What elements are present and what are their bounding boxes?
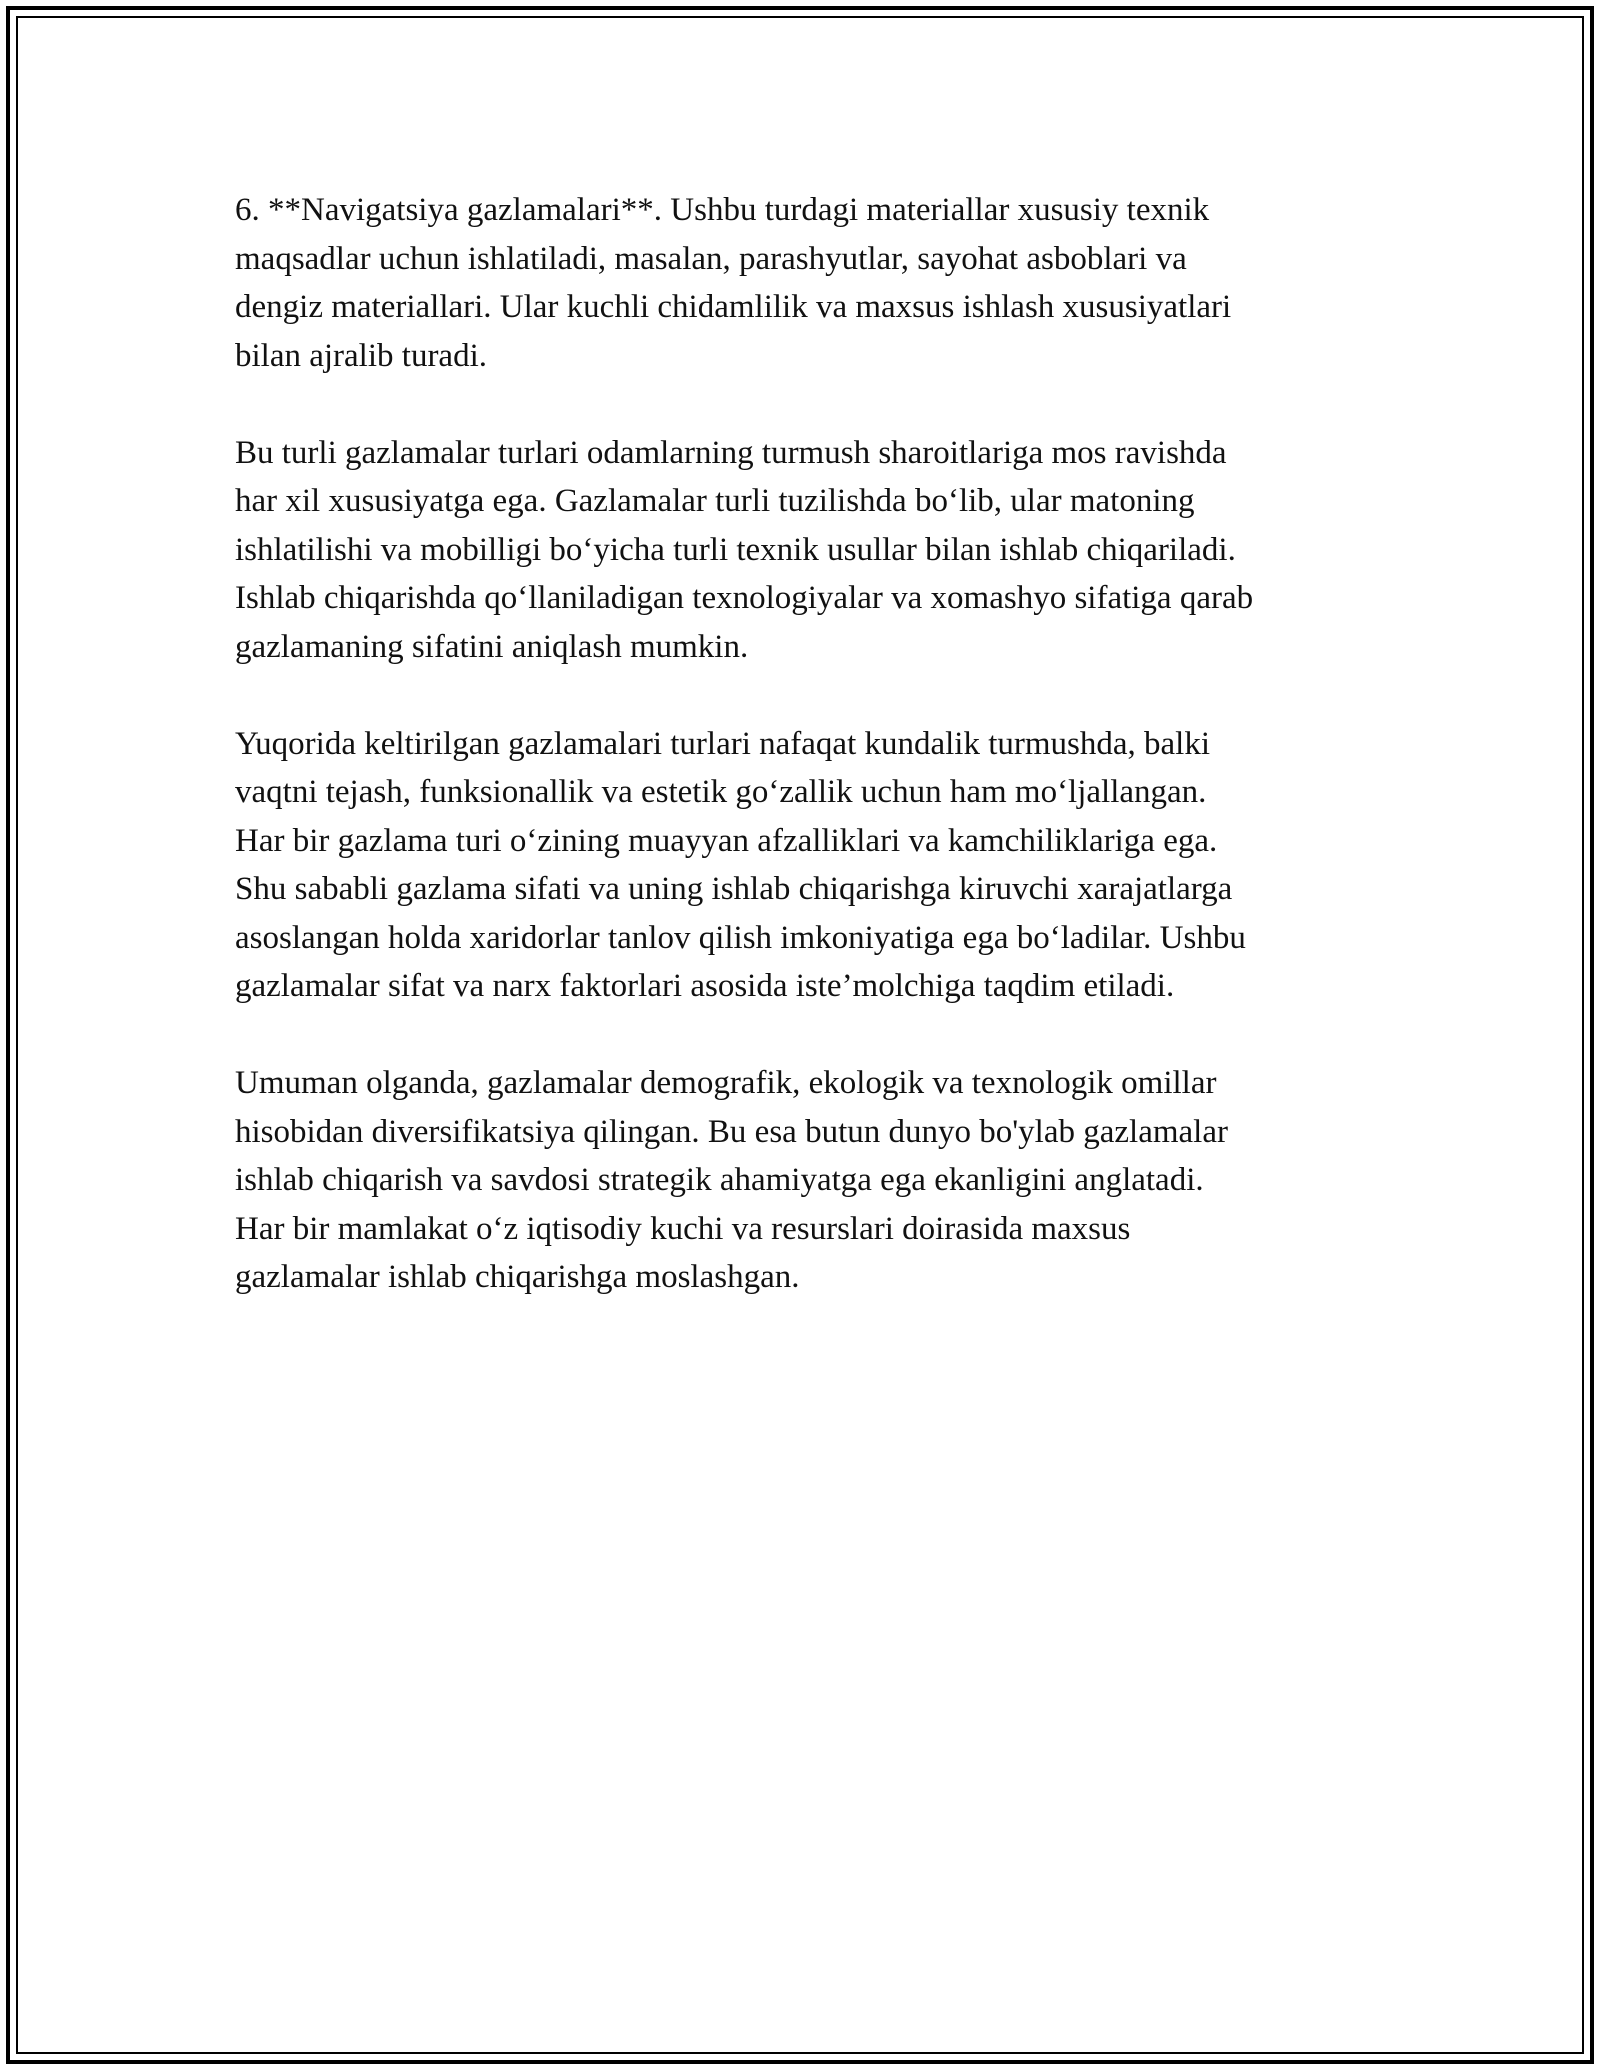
- paragraph-yuqorida-keltirilgan: Yuqorida keltirilgan gazlamalari turlari nafaqat kundalik turmushda, balki vaqtni tejash, funksionallik va estetik go‘zallik uchun ham mo‘ljallangan. Har bir gazlama turi o‘zining muayyan afzalliklari va kamchiliklariga ega. Shu sababli gazlama sifati va uning ishlab chiqarishga kiruvchi xarajatlarga asoslangan holda xaridorlar tanlov qilish imkoniyatiga ega bo‘ladilar. Ushbu gazlamalar sifat va narx faktorlari asosida iste’molchiga taqdim etiladi.: [235, 725, 1246, 1004]
- paragraph-navigatsiya-gazlamalari: 6. **Navigatsiya gazlamalari**. Ushbu turdagi materiallar xususiy texnik maqsadlar uchun ishlatiladi, masalan, parashyutlar, sayohat asboblari va dengiz materiallari. Ular kuchli chidamlilik va maxsus ishlash xususiyatlari bilan ajralib turadi.: [235, 192, 1232, 374]
- paragraph-umuman-olganda: Umuman olganda, gazlamalar demografik, ekologik va texnologik omillar hisobidan diversifikatsiya qilingan. Bu esa butun dunyo bo'ylab gazlamalar ishlab chiqarish va savdosi strategik ahamiyatga ega ekanligini anglatadi. Har bir mamlakat o‘z iqtisodiy kuchi va resurslari doirasida maxsus gazlamalar ishlab chiqarishga moslashgan.: [235, 1065, 1228, 1295]
- document-body: [235, 186, 1385, 1350]
- paragraph-gazlamalar-turlari: Bu turli gazlamalar turlari odamlarning turmush sharoitlariga mos ravishda har xil xususiyatga ega. Gazlamalar turli tuzilishda bo‘lib, ular matoning ishlatilishi va mobilligi bo‘yicha turli texnik usullar bilan ishlab chiqariladi. Ishlab chiqarishda qo‘llaniladigan texnologiyalar va xomashyo sifatiga qarab gazlamaning sifatini aniqlash mumkin.: [235, 434, 1254, 665]
